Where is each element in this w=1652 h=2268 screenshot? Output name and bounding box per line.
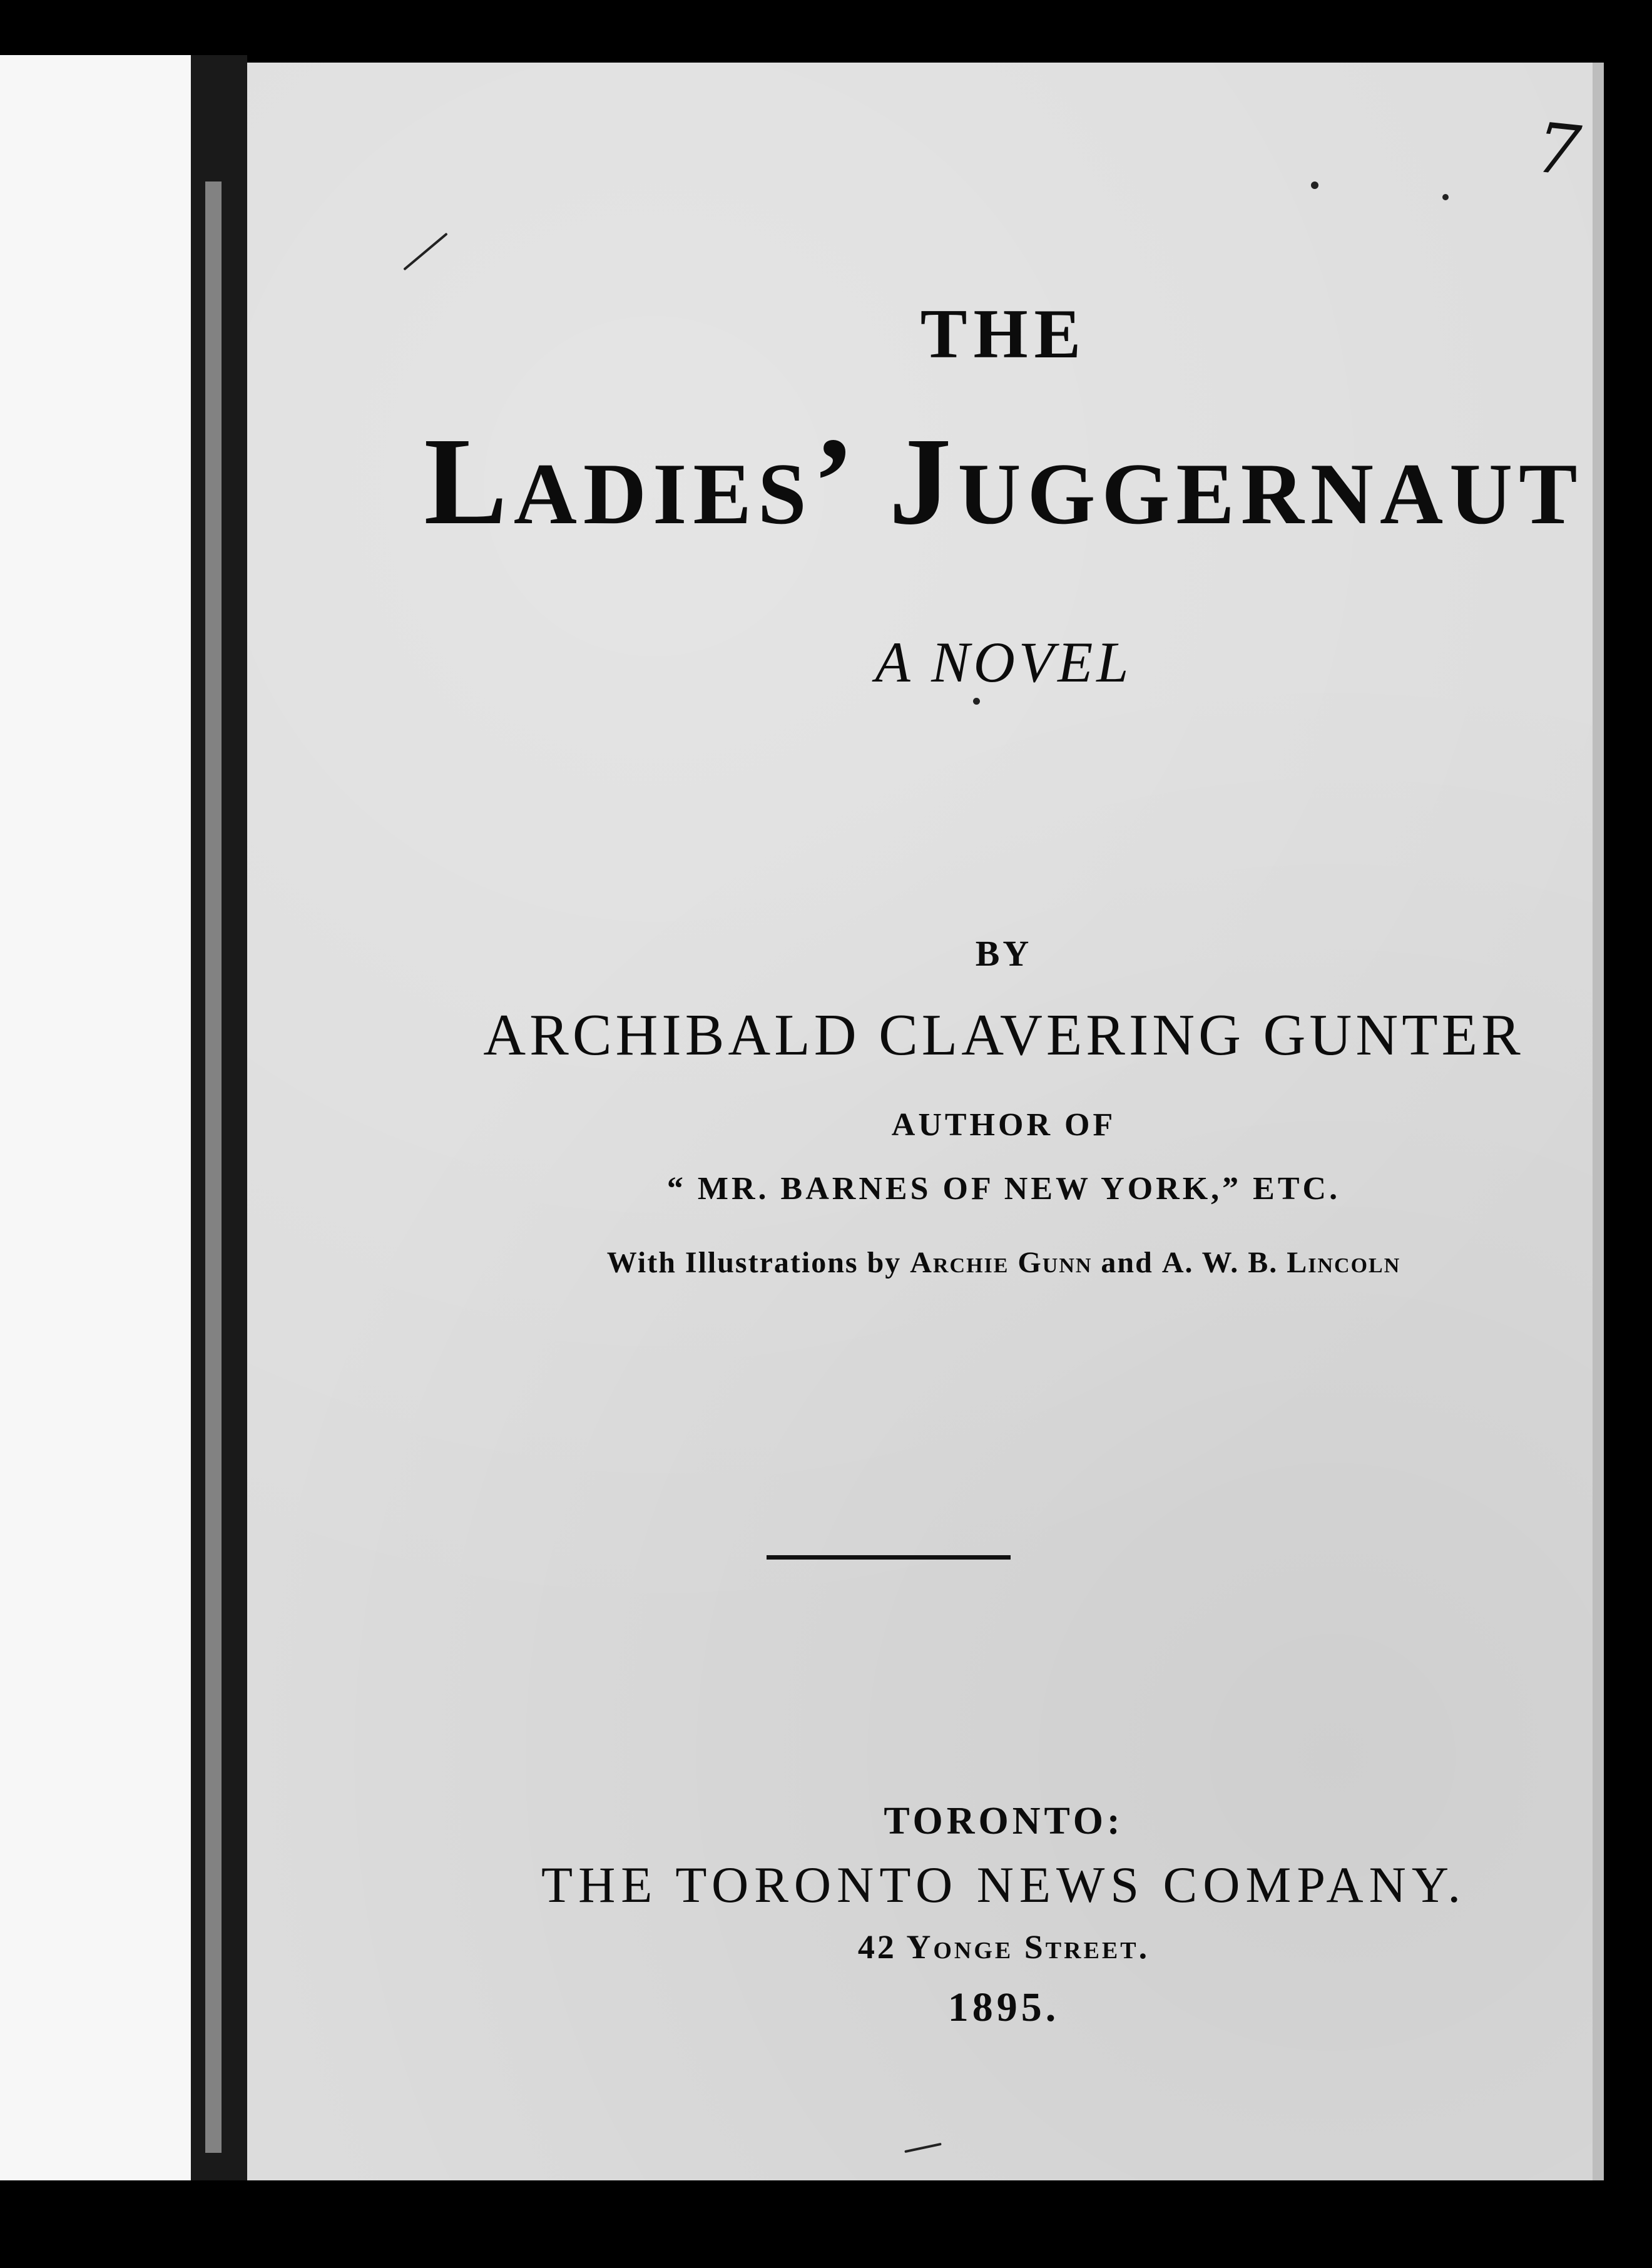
- paper-speck: [904, 2143, 942, 2153]
- book-title: Ladies’ Juggernaut: [424, 412, 1584, 551]
- byline-by: BY: [975, 933, 1032, 974]
- illustrations-prefix: With Illustrations by: [606, 1246, 910, 1279]
- book-subtitle: A NOVEL: [875, 630, 1133, 694]
- title-article: THE: [920, 295, 1088, 373]
- horizontal-rule: [767, 1555, 1011, 1560]
- illustrator-name: Archie Gunn: [910, 1246, 1093, 1279]
- author-name: ARCHIBALD CLAVERING GUNTER: [483, 1003, 1524, 1068]
- other-work-title: “ MR. BARNES OF NEW YORK,” ETC.: [666, 1171, 1341, 1207]
- publisher-address: 42 Yonge Street.: [857, 1928, 1150, 1966]
- paper-speck: [1442, 194, 1449, 200]
- publication-place: TORONTO:: [884, 1800, 1124, 1842]
- binding-edge-strip: [205, 181, 222, 2153]
- title-page: [247, 63, 1604, 2180]
- paper-speck: [403, 233, 448, 271]
- publication-year: 1895.: [947, 1984, 1060, 2030]
- illustrations-joiner: and: [1092, 1246, 1162, 1279]
- author-of-label: AUTHOR OF: [891, 1107, 1116, 1143]
- paper-speck: [973, 698, 980, 705]
- publisher-name: THE TORONTO NEWS COMPANY.: [541, 1856, 1466, 1913]
- facing-blank-leaf: [0, 55, 191, 2180]
- illustrations-credit: [247, 1245, 1604, 1280]
- folio-mark: 7: [1532, 107, 1584, 192]
- paper-speck: [1311, 181, 1318, 189]
- illustrator-name: A. W. B. Lincoln: [1161, 1246, 1401, 1279]
